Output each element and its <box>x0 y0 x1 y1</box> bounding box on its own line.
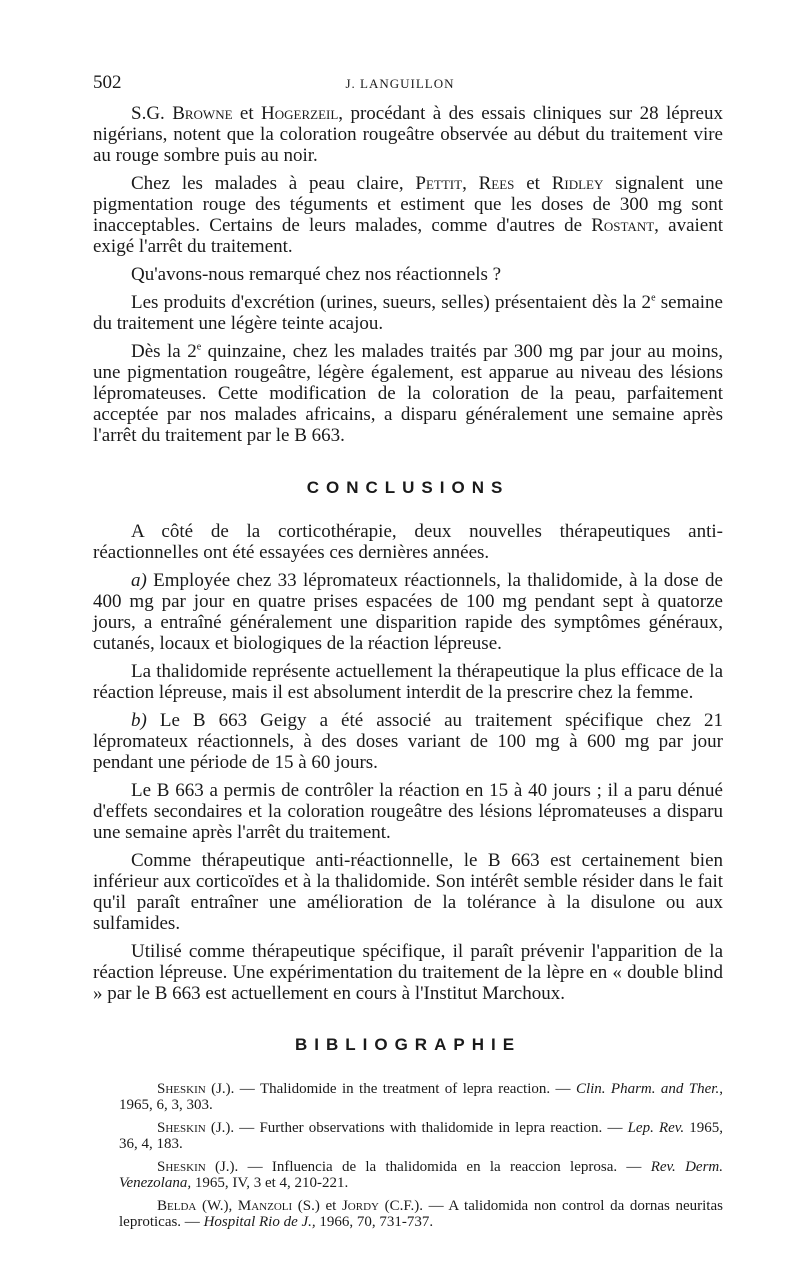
text-run: (J.). — Further observations with thalidomide in lepra reaction. — <box>205 1120 628 1136</box>
author-name: Belda <box>157 1198 197 1214</box>
author-name: Browne <box>172 103 233 124</box>
italic-text: Lep. Rev. <box>627 1120 685 1136</box>
author-name: Manzoli <box>237 1198 293 1214</box>
italic-text: b) <box>131 710 147 731</box>
text-run: et <box>514 173 552 194</box>
text-run: (J.). — Influencia de la thalidomida en la reaccion leprosa. — <box>205 1159 651 1175</box>
bibliography-entry <box>93 1081 723 1113</box>
conclusion-paragraph <box>93 661 723 703</box>
paragraph <box>93 173 723 257</box>
article-body <box>93 103 723 1237</box>
conclusions-heading: CONCLUSIONS <box>306 478 510 497</box>
text-run: La thalidomide représente actuellement la thérapeutique la plus efficace de la réaction lépreuse, mais il est absolument interdit de la prescrire chez la femme. <box>93 661 723 703</box>
text-run: Le B 663 Geigy a été associé au traitement spécifique chez 21 lépromateux réactionnels, à des doses variant de 100 mg à 600 mg par jour pendant une période de 15 à 60 jours. <box>93 710 723 773</box>
paragraph <box>93 103 723 166</box>
text-run: , 1965, 6, 3, 303. <box>119 1081 723 1113</box>
text-run: Le B 663 a permis de contrôler la réaction en 15 à 40 jours ; il a paru dénué d'effets secondaires et la coloration rougeâtre des lésions lépromateuses a disparu une semaine après l'arrêt du traitement. <box>93 780 723 843</box>
author-name: Sheskin <box>157 1081 206 1097</box>
bibliography-entry <box>93 1159 723 1191</box>
page-number: 502 <box>93 72 122 93</box>
text-run: quinzaine, chez les malades traités par 300 mg par jour au moins, une pigmentation rougeâtre, légère également, est apparue au niveau des lésions lépromateuses. Cette modification de la coloration de la peau, parfaitement acceptée par nos malades africains, a disparu généralement une semaine après l'arrêt du traitement par le B 663. <box>93 341 723 446</box>
author-name: Rostant <box>591 215 655 236</box>
paragraph <box>93 264 723 285</box>
italic-text: Rev. Derm. Venezolana, <box>119 1159 723 1191</box>
bibliography-heading: BIBLIOGRAPHIE <box>294 1035 522 1054</box>
author-name: Pettit <box>415 173 463 194</box>
text-run: (W.), <box>196 1198 238 1214</box>
conclusions-section <box>93 521 723 1004</box>
text-run: (C.F.). — A talidomida non control da dornas neuritas leproticas. — <box>119 1198 723 1230</box>
author-name: Rees <box>478 173 515 194</box>
text-run: Les produits d'excrétion (urines, sueurs, selles) présentaient dès la 2 <box>131 292 652 313</box>
conclusion-paragraph <box>93 521 723 563</box>
conclusion-paragraph <box>93 570 723 654</box>
conclusion-paragraph <box>93 850 723 934</box>
intro-section <box>93 103 723 446</box>
italic-text: Hospital Rio de J., <box>203 1214 316 1230</box>
text-run: , procédant à des essais cliniques sur 28 lépreux nigérians, notent que la coloration rougeâtre observée au début du traitement vire au rouge sombre puis au noir. <box>93 103 723 166</box>
conclusion-paragraph <box>93 780 723 843</box>
conclusion-paragraph <box>93 941 723 1004</box>
text-run: 1965, 36, 4, 183. <box>119 1120 724 1152</box>
bibliography-list <box>93 1081 723 1230</box>
text-run: Comme thérapeutique anti-réactionnelle, le B 663 est certainement bien inférieur aux corticoïdes et à la thalidomide. Son intérêt semble résider dans le fait qu'il paraît entraîner une amélioration de la tolérance à la disulone ou aux sulfamides. <box>93 850 723 934</box>
text-run: Chez les malades à peau claire, <box>131 173 416 194</box>
text-run: 1966, 70, 731-737. <box>315 1214 434 1230</box>
conclusion-paragraph <box>93 710 723 773</box>
author-name: Hogerzeil <box>261 103 339 124</box>
text-run: (J.). — Thalidomide in the treatment of lepra reaction. — <box>205 1081 576 1097</box>
paragraph <box>93 292 723 334</box>
text-run: (S.) et <box>292 1198 342 1214</box>
paragraph <box>93 341 723 446</box>
author-name: Sheskin <box>157 1159 206 1175</box>
bibliography-entry <box>93 1120 723 1152</box>
superscript: e <box>196 341 202 353</box>
superscript: e <box>651 292 656 304</box>
text-run: Dès la 2 <box>131 341 197 362</box>
text-run: Utilisé comme thérapeutique spécifique, il paraît prévenir l'apparition de la réaction lépreuse. Une expérimentation du traitement de la lèpre en « double blind » par le B 663 est actuellement en cours à l'Institut Marchoux. <box>93 941 723 1004</box>
text-run: S.G. <box>131 103 173 124</box>
text-run: signalent une pigmentation rouge des téguments et estiment que les doses de 300 mg sont inacceptables. Certains de leurs malades, comme d'autres de <box>93 173 724 236</box>
author-name: Sheskin <box>157 1120 206 1136</box>
author-name: Jordy <box>341 1198 379 1214</box>
italic-text: a) <box>131 570 147 591</box>
italic-text: Clin. Pharm. and Ther. <box>575 1081 720 1097</box>
bibliography-entry <box>93 1198 723 1230</box>
text-run: Employée chez 33 lépromateux réactionnels, la thalidomide, à la dose de 400 mg par jour en quatre prises espacées de 100 mg pendant sept à quatorze jours, a entraîné généralement une disparition rapide des symptômes généraux, cutanés, locaux et biologiques de la réaction lépreuse. <box>93 570 723 654</box>
page-header <box>93 72 707 96</box>
text-run: Qu'avons-nous remarqué chez nos réactionnels ? <box>131 264 502 285</box>
text-run: , avaient exigé l'arrêt du traitement. <box>93 215 723 257</box>
text-run: et <box>232 103 262 124</box>
text-run: semaine du traitement une légère teinte acajou. <box>93 292 723 334</box>
running-title: J. LANGUILLON <box>345 76 455 91</box>
text-run: , <box>462 173 479 194</box>
text-run: 1965, IV, 3 et 4, 210-221. <box>191 1175 349 1191</box>
text-run: A côté de la corticothérapie, deux nouvelles thérapeutiques anti-réactionnelles ont été essayées ces dernières années. <box>93 521 723 563</box>
author-name: Ridley <box>551 173 604 194</box>
